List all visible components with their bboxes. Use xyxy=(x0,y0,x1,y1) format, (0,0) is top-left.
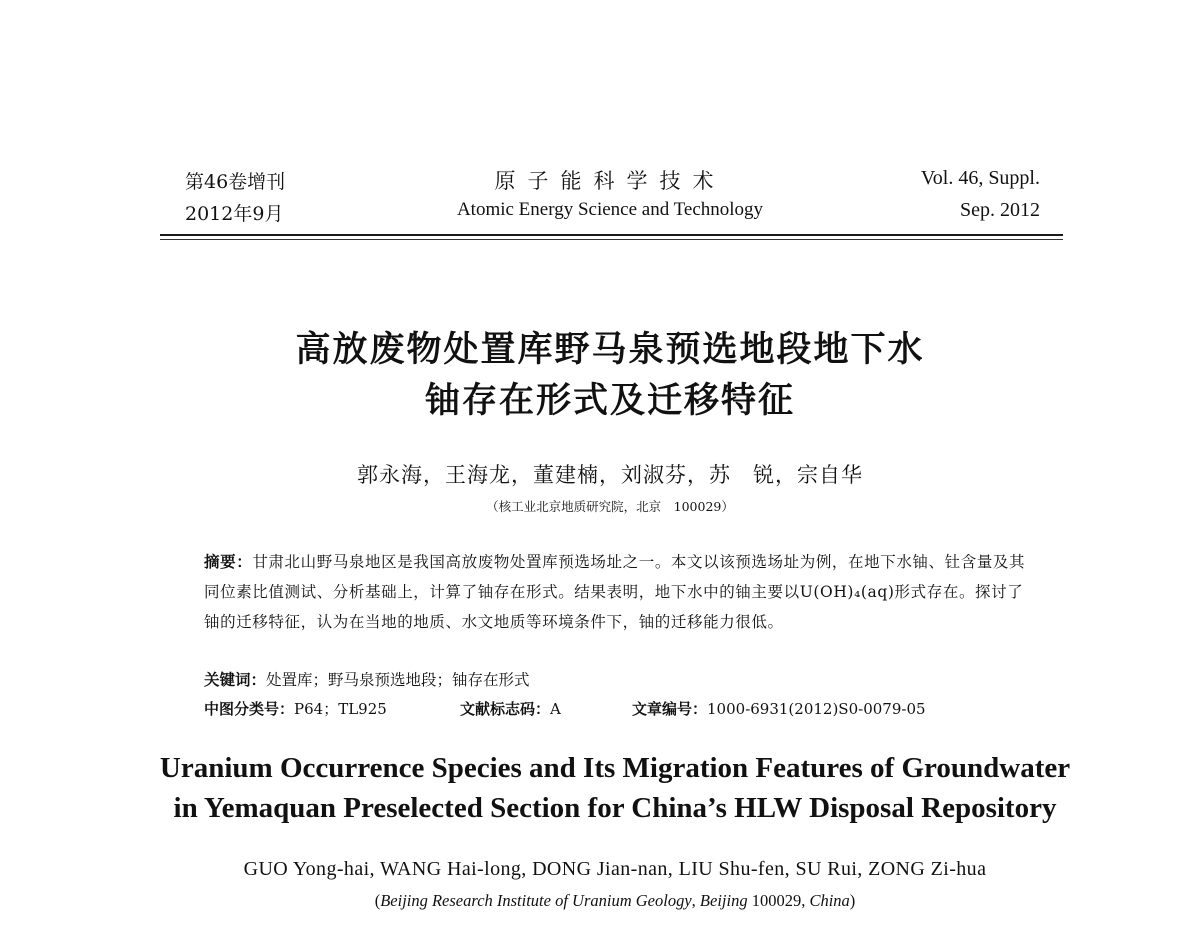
keywords-cn xyxy=(204,668,530,690)
affiliation-country: China xyxy=(809,891,850,910)
affiliation-cn: （核工业北京地质研究院，北京 100029） xyxy=(486,499,734,514)
keywords-text: 处置库；野马泉预选地段；铀存在形式 xyxy=(266,671,530,689)
clc-label: 中图分类号： xyxy=(204,700,295,718)
title-cn-line1: 高放废物处置库野马泉预选地段地下水 xyxy=(295,330,925,370)
journal-name-en: Atomic Energy Science and Technology xyxy=(456,199,764,220)
affiliation-city: Beijing xyxy=(699,891,748,910)
journal-name-cn: 原子能科学技术 xyxy=(494,169,726,193)
journal-date-cn: 2012年9月 xyxy=(185,203,284,225)
authors-en: GUO Yong-hai, WANG Hai-long, DONG Jian-nan, LIU Shu-fen, SU Rui, ZONG Zi-hua xyxy=(243,858,987,880)
document-code-label: 文献标志码： xyxy=(460,700,551,718)
title-en-line2: in Yemaquan Preselected Section for China’s HLW Disposal Repository xyxy=(173,792,1057,824)
affiliation-open-paren: ( xyxy=(374,891,381,910)
affiliation-close-paren: ) xyxy=(849,891,856,910)
header-rule-thick xyxy=(160,234,1063,236)
affiliation-separator: , xyxy=(691,891,700,910)
affiliation-en xyxy=(120,891,1110,911)
document-code-value: A xyxy=(550,700,561,718)
affiliation-institute: Beijing Research Institute of Uranium Geology xyxy=(380,891,692,910)
clc-value: P64；TL925 xyxy=(294,700,387,718)
article-id-value: 1000-6931(2012)S0-0079-05 xyxy=(707,700,926,718)
title-cn-line2: 铀存在形式及迁移特征 xyxy=(424,381,795,421)
article-id xyxy=(632,698,926,719)
abstract-cn xyxy=(204,547,1026,637)
journal-date-en: Sep. 2012 xyxy=(960,199,1040,221)
article-id-label: 文章编号： xyxy=(632,700,708,718)
title-en-line1: Uranium Occurrence Species and Its Migration Features of Groundwater xyxy=(159,752,1071,784)
header-rule-thin xyxy=(160,239,1063,240)
journal-volume-cn: 第46卷增刊 xyxy=(185,171,286,193)
document-code xyxy=(460,698,561,719)
journal-volume-en: Vol. 46, Suppl. xyxy=(920,167,1040,189)
keywords-label: 关键词： xyxy=(204,671,267,689)
affiliation-postcode: 100029, xyxy=(747,891,810,910)
abstract-label: 摘要： xyxy=(204,553,253,571)
abstract-text: 甘肃北山野马泉地区是我国高放废物处置库预选场址之一。本文以该预选场址为例，在地下水铀、钍含量及其同位素比值测试、分析基础上，计算了铀存在形式。结果表明，地下水中的铀主要以U(OH)₄(aq)形式存在。探讨了铀的迁移特征，认为在当地的地质、水文地质等环境条件下，铀的迁移能力很低。 xyxy=(204,553,1026,631)
clc-number xyxy=(204,698,387,719)
authors-cn: 郭永海，王海龙，董建楠，刘淑芬，苏 锐，宗自华 xyxy=(357,463,863,487)
